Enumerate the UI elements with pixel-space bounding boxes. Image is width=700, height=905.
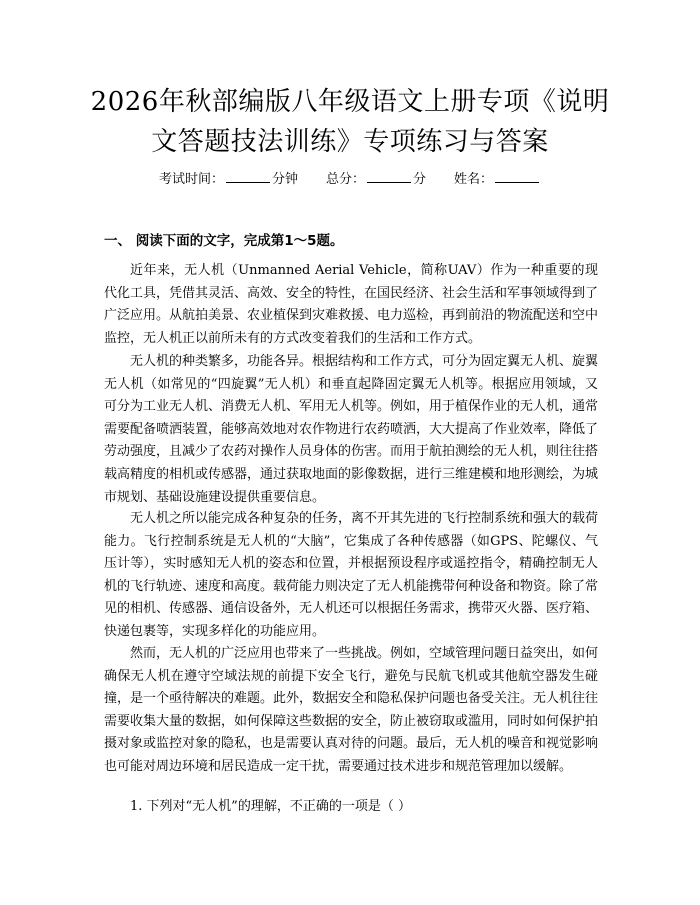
section-heading: 一、 阅读下面的文字，完成第1～5题。 — [104, 233, 344, 249]
question-1: 1. 下列对“无人机”的理解，不正确的一项是（ ） — [130, 799, 411, 814]
paragraph-2: 无人机的种类繁多，功能各异。根据结构和工作方式，可分为固定翼无人机、旋翼无人机（如常见的“四旋翼”无人机）和垂直起降固定翼无人机等。根据应用领域，又可分为工业无人机、消费无人机、军用无人机等。例如，用于植保作业的无人机，通常需要配备喷洒装置，能够高效地对农作物进行农药喷洒，大大提高了作业效率，降低了劳动强度，且减少了农药对操作人员身体的伤害。而用于航拍测绘的无人机，则往往搭载高精度的相机或传感器，通过获取地面的影像数据，进行三维建模和地形测绘，为城市规划、基础设施建设提供重要信息。 — [104, 354, 599, 505]
paragraph-1: 近年来，无人机（Unmanned Aerial Vehicle，简称UAV）作为一种重要的现代化工具，凭借其灵活、高效、安全的特性，在国民经济、社会生活和军事领域得到了广泛应用。从航拍美景、农业植保到灾难救援、电力巡检，再到前沿的物流配送和空中监控，无人机正以前所未有的方式改变着我们的生活和工作方式。 — [104, 263, 599, 346]
paragraph-3: 无人机之所以能完成各种复杂的任务，离不开其先进的飞行控制系统和强大的载荷能力。飞行控制系统是无人机的“大脑”，它集成了各种传感器（如GPS、陀螺仪、气压计等），实时感知无人机的姿态和位置，并根据预设程序或遥控指令，精确控制无人机的飞行轨迹、速度和高度。载荷能力则决定了无人机能携带何种设备和物资。除了常见的相机、传感器、通信设备外，无人机还可以根据任务需求，携带灭火器、医疗箱、快递包裹等，实现多样化的功能应用。 — [104, 511, 599, 639]
name-label: 姓名： — [454, 172, 494, 187]
title-line-2: 文答题技法训练》专项练习与答案 — [151, 127, 549, 157]
paragraph-4: 然而，无人机的广泛应用也带来了一些挑战。例如，空域管理问题日益突出，如何确保无人机在遵守空域法规的前提下安全飞行，避免与民航飞机或其他航空器发生碰撞，是一个亟待解决的难题。此外，数据安全和隐私保护问题也备受关注。无人机往往需要收集大量的数据，如何保障这些数据的安全，防止被窃取或滥用，同时如何保护拍摄对象或监控对象的隐私，也是需要认真对待的问题。最后，无人机的噪音和视觉影响也可能对周边环境和居民造成一定干扰，需要通过技术进步和规范管理加以缓解。 — [104, 646, 599, 774]
time-label: 考试时间： — [158, 172, 224, 187]
score-unit: 分 — [413, 172, 427, 187]
exam-meta — [0, 170, 700, 189]
score-blank[interactable] — [367, 170, 411, 183]
document-title — [60, 82, 640, 162]
time-blank[interactable] — [226, 170, 270, 183]
time-unit: 分钟 — [271, 172, 298, 187]
score-label: 总分： — [325, 172, 365, 187]
title-line-1: 2026年秋部编版八年级语文上册专项《说明 — [90, 87, 610, 117]
name-blank[interactable] — [495, 170, 539, 183]
